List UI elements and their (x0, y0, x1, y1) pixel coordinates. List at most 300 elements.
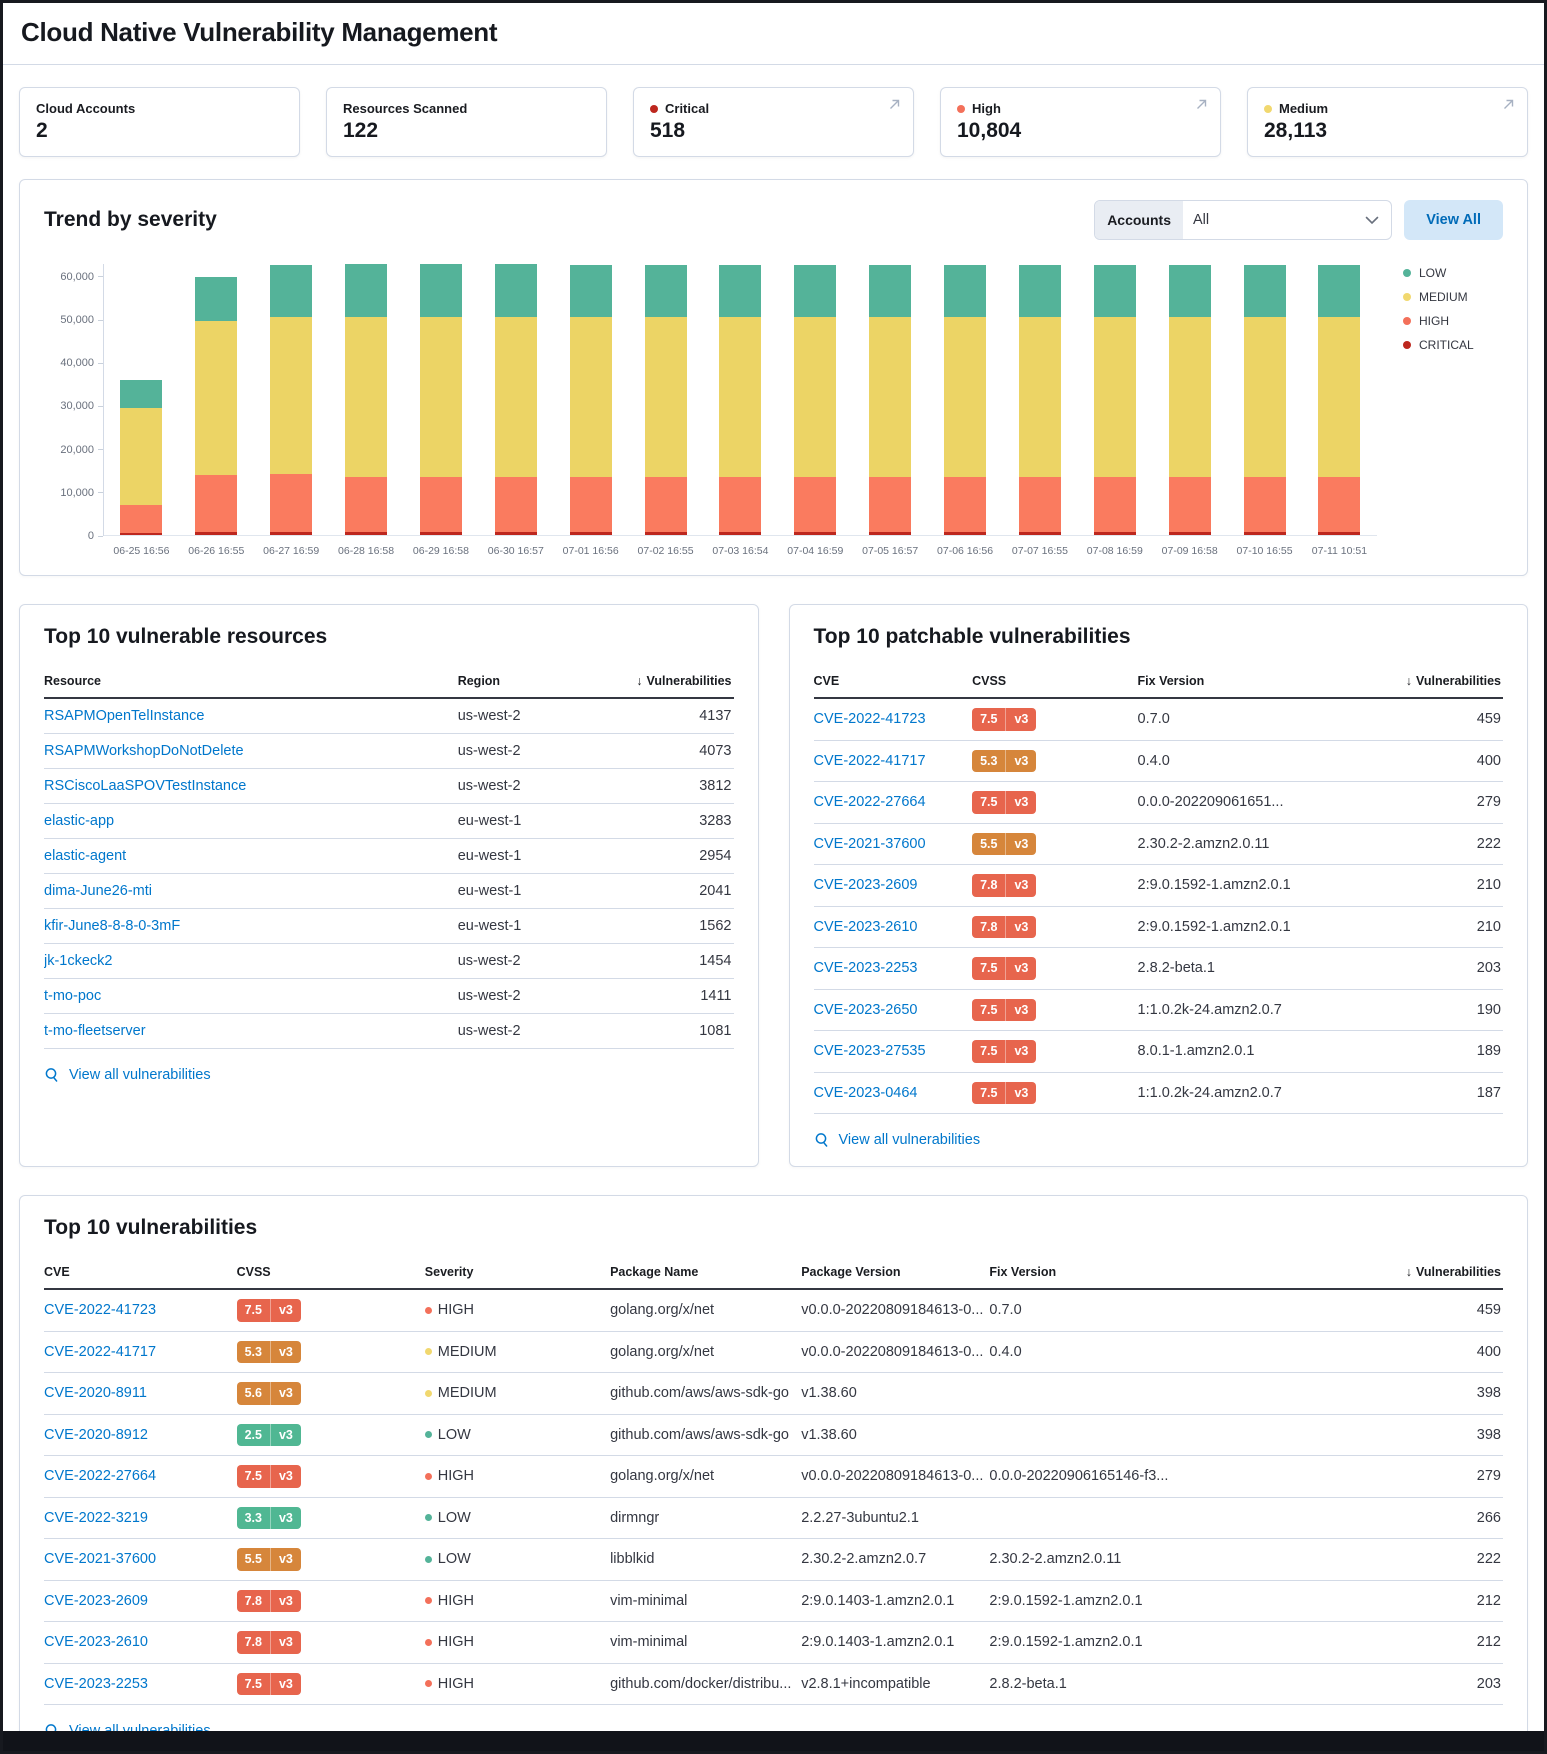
stat-card-value: 2 (36, 119, 48, 142)
resource-cell (44, 769, 458, 804)
table-row (44, 909, 734, 944)
view-all-button[interactable]: View All (1404, 200, 1503, 240)
y-tick-label: 60,000 (60, 270, 94, 283)
vulnerabilities-count-cell: 222 (1318, 1539, 1503, 1581)
bar-segment-critical (719, 532, 761, 535)
stat-card-value: 122 (343, 119, 379, 142)
low-dot-icon (425, 1556, 432, 1563)
vulnerabilities-count-cell: 266 (1318, 1497, 1503, 1539)
cvss-version: v3 (1005, 791, 1036, 814)
cvss-badge[interactable] (972, 957, 1036, 980)
cve-link[interactable]: CVE-2022-41717 (44, 1343, 157, 1360)
view-all-vulnerabilities-link[interactable] (44, 1067, 734, 1083)
cvss-cell (972, 1072, 1137, 1114)
cvss-badge[interactable] (972, 708, 1036, 731)
bar-segment-high (1169, 477, 1211, 532)
bar-segment-medium (645, 317, 687, 477)
cvss-cell (972, 782, 1137, 824)
cve-link[interactable]: CVE-2023-27535 (813, 1043, 926, 1060)
severity-label: HIGH (437, 1302, 475, 1319)
high-dot-icon (957, 105, 965, 113)
cvss-badge[interactable] (237, 1299, 301, 1322)
stat-card-label (650, 101, 897, 116)
bar-segment-critical (1169, 532, 1211, 535)
cvss-badge[interactable] (237, 1382, 301, 1405)
cve-cell (44, 1414, 237, 1456)
vulnerabilities-count-cell: 3283 (602, 804, 733, 839)
bar-segment-medium (1318, 317, 1360, 477)
cvss-cell (972, 823, 1137, 865)
bar-segment-medium (1094, 317, 1136, 477)
cvss-version: v3 (270, 1382, 301, 1405)
bar-segment-medium (1244, 317, 1286, 477)
cve-cell (44, 1580, 237, 1622)
cvss-cell (237, 1289, 425, 1331)
table-row (44, 734, 734, 769)
package-name-cell: github.com/aws/aws-sdk-go (610, 1414, 801, 1456)
col-header-vulnerabilities[interactable]: ↓ Vulnerabilities (1318, 1256, 1503, 1289)
cvss-version: v3 (270, 1631, 301, 1654)
cvss-badge[interactable] (972, 750, 1036, 773)
y-tick-mark (98, 492, 103, 493)
legend-item-critical[interactable] (1403, 338, 1503, 352)
cve-link[interactable]: CVE-2023-2609 (44, 1592, 148, 1609)
col-header-vulnerabilities[interactable]: ↓ Vulnerabilities (602, 665, 733, 698)
bar-segment-medium (794, 317, 836, 477)
bar-segment-high (794, 477, 836, 532)
cvss-cell (237, 1539, 425, 1581)
stacked-bar (645, 265, 687, 535)
package-name-cell: github.com/aws/aws-sdk-go (610, 1373, 801, 1415)
medium-dot-icon (1264, 105, 1272, 113)
expand-arrow-icon[interactable] (1501, 97, 1516, 117)
y-axis-tick (60, 357, 103, 369)
stat-cards-row (3, 65, 1544, 179)
legend-label: HIGH (1419, 314, 1449, 328)
cve-cell (814, 989, 973, 1031)
stat-card-critical[interactable] (633, 87, 914, 157)
bar-slot (478, 264, 553, 535)
stat-card-value: 10,804 (957, 119, 1022, 142)
table-row (44, 1014, 734, 1049)
bar-segment-critical (570, 532, 612, 535)
resource-link[interactable]: t-mo-fleetserver (44, 1023, 146, 1039)
vulnerabilities-count-cell: 222 (1365, 823, 1503, 865)
patchable-table (814, 665, 1504, 1114)
cvss-badge[interactable] (237, 1465, 301, 1488)
cvss-score: 7.8 (980, 878, 998, 892)
severity-indicator (425, 1676, 602, 1692)
resource-link[interactable]: kfir-June8-8-8-0-3mF (44, 918, 181, 934)
bar-segment-low (869, 265, 911, 318)
resource-link[interactable]: RSAPMWorkshopDoNotDelete (44, 743, 244, 759)
cve-link[interactable]: CVE-2021-37600 (44, 1551, 157, 1568)
expand-arrow-icon[interactable] (887, 97, 902, 117)
low-dot-icon (1403, 269, 1411, 277)
cvss-badge[interactable] (237, 1673, 301, 1696)
bar-segment-high (420, 477, 462, 533)
expand-arrow-icon[interactable] (1194, 97, 1209, 117)
stacked-bar (719, 265, 761, 535)
cvss-badge[interactable] (237, 1341, 301, 1364)
table-row (44, 769, 734, 804)
col-header-vulnerabilities[interactable]: ↓ Vulnerabilities (1365, 665, 1503, 698)
cvss-badge[interactable] (237, 1631, 301, 1654)
cve-cell (814, 948, 973, 990)
y-tick-mark (98, 406, 103, 407)
y-axis-tick (60, 271, 103, 283)
cve-link[interactable]: CVE-2022-41723 (44, 1302, 157, 1319)
stat-card-high[interactable] (940, 87, 1221, 157)
cve-link[interactable]: CVE-2022-27664 (44, 1468, 157, 1485)
stacked-bar (869, 265, 911, 535)
cvss-cell (237, 1497, 425, 1539)
vulnerabilities-count-cell: 398 (1318, 1373, 1503, 1415)
cvss-score: 7.8 (244, 1593, 262, 1608)
critical-dot-icon (1403, 341, 1411, 349)
fix-version-cell: 1:1.0.2k-24.amzn2.0.7 (1138, 1072, 1366, 1114)
severity-label: MEDIUM (437, 1343, 497, 1360)
cve-cell (814, 1072, 973, 1114)
cvss-version: v3 (1005, 1040, 1036, 1063)
bar-segment-critical (420, 532, 462, 535)
vulnerabilities-count-cell: 4073 (602, 734, 733, 769)
resource-link[interactable]: RSCiscoLaaSPOVTestInstance (44, 778, 247, 794)
stacked-bar (270, 265, 312, 535)
x-tick-label: 06-26 16:55 (188, 545, 245, 557)
resource-link[interactable]: elastic-agent (44, 848, 127, 864)
vulnerabilities-count-cell: 1562 (602, 909, 733, 944)
high-dot-icon (425, 1307, 432, 1314)
severity-cell (425, 1414, 610, 1456)
severity-label: LOW (437, 1426, 471, 1443)
package-version-cell: v0.0.0-20220809184613-0... (801, 1456, 989, 1498)
cvss-version: v3 (1005, 957, 1036, 980)
cvss-score: 5.6 (244, 1386, 262, 1400)
cvss-score: 7.8 (980, 919, 998, 934)
cvss-version: v3 (1005, 833, 1036, 856)
stacked-bar (794, 265, 836, 535)
tables-row (19, 604, 1528, 1167)
cvss-badge[interactable] (972, 999, 1036, 1022)
package-version-cell: 2:9.0.1403-1.amzn2.0.1 (801, 1580, 989, 1622)
accounts-select[interactable] (1094, 200, 1392, 240)
cvss-badge[interactable] (972, 916, 1036, 939)
bar-segment-low (719, 265, 761, 318)
severity-cell (425, 1289, 610, 1331)
cvss-cell (972, 1031, 1137, 1073)
x-tick-label: 06-25 16:56 (113, 545, 170, 557)
view-all-vulnerabilities-label: View all vulnerabilities (69, 1067, 211, 1083)
stat-card-label (957, 101, 1204, 116)
vulnerabilities-count-cell: 2954 (602, 839, 733, 874)
cve-link[interactable]: CVE-2023-2253 (813, 960, 918, 977)
cvss-score: 7.5 (244, 1469, 262, 1483)
vulnerabilities-count-cell: 400 (1365, 740, 1503, 782)
severity-cell (425, 1580, 610, 1622)
fix-version-cell: 0.7.0 (989, 1289, 1317, 1331)
low-dot-icon (425, 1514, 432, 1521)
cvss-score: 7.5 (244, 1303, 262, 1317)
cvss-badge[interactable] (237, 1590, 301, 1613)
cvss-badge[interactable] (237, 1424, 301, 1447)
stat-card-label-text: Critical (665, 101, 710, 116)
trend-plot (104, 264, 1377, 536)
trend-header (44, 200, 1503, 240)
vulnerabilities-count-cell: 1454 (602, 944, 733, 979)
medium-dot-icon (425, 1390, 432, 1397)
cvss-badge[interactable] (972, 874, 1036, 897)
fix-version-cell: 2:9.0.1592-1.amzn2.0.1 (989, 1622, 1317, 1664)
resource-cell (44, 874, 458, 909)
bar-segment-high (570, 477, 612, 532)
cve-link[interactable]: CVE-2022-3219 (44, 1509, 148, 1526)
fix-version-cell: 1:1.0.2k-24.amzn2.0.7 (1138, 989, 1366, 1031)
severity-label: HIGH (437, 1634, 475, 1651)
view-all-vulnerabilities-link[interactable] (814, 1132, 1504, 1148)
chart-x-axis (104, 545, 1377, 557)
severity-label: HIGH (437, 1675, 475, 1692)
severity-cell (425, 1622, 610, 1664)
cvss-badge[interactable] (972, 833, 1036, 856)
bar-segment-medium (345, 317, 387, 477)
sort-desc-icon: ↓ (636, 674, 643, 688)
bar-segment-low (1244, 265, 1286, 318)
stacked-bar (1169, 265, 1211, 535)
bar-segment-low (1169, 265, 1211, 318)
vulnerabilities-count-cell: 187 (1365, 1072, 1503, 1114)
resource-link[interactable]: RSAPMOpenTelInstance (44, 708, 205, 724)
bar-segment-high (270, 474, 312, 532)
stat-card-medium[interactable] (1247, 87, 1528, 157)
cvss-badge[interactable] (972, 1040, 1036, 1063)
bar-segment-critical (1318, 532, 1360, 535)
vulnerabilities-count-cell: 203 (1365, 948, 1503, 990)
cvss-badge[interactable] (237, 1507, 301, 1530)
cve-link[interactable]: CVE-2021-37600 (813, 835, 926, 852)
cve-cell (814, 740, 973, 782)
top-patchable-vulnerabilities-panel (789, 604, 1529, 1167)
bar-segment-low (794, 265, 836, 318)
bar-slot (404, 264, 479, 535)
cvss-version: v3 (1005, 750, 1036, 773)
cve-link[interactable]: CVE-2022-41723 (813, 711, 926, 728)
x-tick-label: 07-11 10:51 (1311, 545, 1368, 557)
severity-indicator (425, 1302, 602, 1318)
y-tick-mark (98, 363, 103, 364)
table-row (44, 1580, 1503, 1622)
cve-link[interactable]: CVE-2023-2610 (44, 1634, 148, 1651)
bar-segment-critical (120, 533, 162, 535)
cve-link[interactable]: CVE-2020-8912 (44, 1426, 148, 1443)
cve-cell (814, 1031, 973, 1073)
trend-title: Trend by severity (44, 208, 217, 231)
legend-item-medium[interactable] (1403, 290, 1503, 304)
severity-indicator (425, 1510, 602, 1526)
vulnerabilities-count-cell: 190 (1365, 989, 1503, 1031)
stacked-bar (420, 264, 462, 535)
col-header-fix-version: Fix Version (989, 1256, 1317, 1289)
cve-cell (814, 906, 973, 948)
bar-segment-low (1019, 265, 1061, 318)
chart-y-axis (44, 264, 104, 542)
fix-version-cell: 0.0.0-20220906165146-f3... (989, 1456, 1317, 1498)
bar-segment-low (120, 380, 162, 408)
col-header-fix-version: Fix Version (1138, 665, 1366, 698)
package-version-cell: 2:9.0.1403-1.amzn2.0.1 (801, 1622, 989, 1664)
legend-item-low[interactable] (1403, 266, 1503, 280)
cvss-badge[interactable] (972, 791, 1036, 814)
page-title: Cloud Native Vulnerability Management (21, 17, 498, 47)
vulnerabilities-count-cell: 210 (1365, 906, 1503, 948)
cvss-badge[interactable] (972, 1082, 1036, 1105)
bar-segment-high (645, 477, 687, 532)
legend-label: CRITICAL (1419, 338, 1474, 352)
stacked-bar (195, 277, 237, 535)
bar-segment-high (1318, 477, 1360, 532)
cve-link[interactable]: CVE-2022-41717 (813, 752, 926, 769)
bar-segment-high (1019, 477, 1061, 532)
vulnerabilities-count-cell: 3812 (602, 769, 733, 804)
severity-cell (425, 1497, 610, 1539)
region-cell: us-west-2 (458, 979, 603, 1014)
bar-segment-high (195, 475, 237, 532)
accounts-select-label: Accounts (1095, 201, 1183, 239)
vulnerabilities-count-cell: 4137 (602, 698, 733, 734)
table-row (44, 804, 734, 839)
package-version-cell: 2.2.27-3ubuntu2.1 (801, 1497, 989, 1539)
bar-segment-medium (270, 317, 312, 474)
severity-indicator (425, 1593, 602, 1609)
stat-card-label-text: High (972, 101, 1001, 116)
magnifier-icon (814, 1132, 830, 1148)
stat-card-label-text: Medium (1279, 101, 1329, 116)
table-row (814, 948, 1504, 990)
resource-link[interactable]: elastic-app (44, 813, 115, 829)
vulnerabilities-count-cell: 459 (1365, 698, 1503, 740)
cvss-version: v3 (270, 1673, 301, 1696)
bar-slot (329, 264, 404, 535)
table-row (44, 1622, 1503, 1664)
stat-card-label (1264, 101, 1511, 116)
cve-link[interactable]: CVE-2023-2609 (813, 877, 918, 894)
bar-segment-high (120, 505, 162, 533)
package-version-cell: v1.38.60 (801, 1373, 989, 1415)
x-tick-label: 07-09 16:58 (1161, 545, 1218, 557)
bar-slot (703, 264, 778, 535)
cve-cell (814, 865, 973, 907)
cve-link[interactable]: CVE-2020-8911 (44, 1385, 147, 1402)
col-header-cvss: CVSS (972, 665, 1137, 698)
bar-segment-low (570, 265, 612, 318)
bar-segment-low (420, 264, 462, 317)
bar-segment-low (1318, 265, 1360, 318)
y-tick-label: 50,000 (60, 314, 94, 327)
legend-label: LOW (1419, 266, 1447, 280)
cvss-version: v3 (270, 1507, 301, 1530)
bar-segment-critical (645, 532, 687, 535)
severity-cell (425, 1663, 610, 1705)
region-cell: eu-west-1 (458, 804, 603, 839)
bar-segment-high (1094, 477, 1136, 532)
y-tick-label: 30,000 (60, 400, 94, 413)
x-tick-label: 07-10 16:55 (1236, 545, 1293, 557)
severity-cell (425, 1373, 610, 1415)
bar-segment-low (645, 265, 687, 318)
resource-link[interactable]: jk-1ckeck2 (44, 953, 113, 969)
legend-item-high[interactable] (1403, 314, 1503, 328)
col-header-resource: Resource (44, 665, 458, 698)
resource-link[interactable]: t-mo-poc (44, 988, 102, 1004)
cvss-cell (237, 1622, 425, 1664)
cve-link[interactable]: CVE-2022-27664 (813, 794, 926, 811)
cve-cell (44, 1456, 237, 1498)
vulnerabilities-count-cell: 400 (1318, 1331, 1503, 1373)
bar-segment-medium (420, 317, 462, 477)
fix-version-cell: 2.8.2-beta.1 (1138, 948, 1366, 990)
cvss-version: v3 (1005, 708, 1036, 731)
bar-segment-low (345, 264, 387, 317)
table-row (44, 944, 734, 979)
region-cell: us-west-2 (458, 734, 603, 769)
resource-cell (44, 839, 458, 874)
bar-segment-critical (495, 532, 537, 535)
x-tick-label: 07-07 16:55 (1011, 545, 1068, 557)
cve-link[interactable]: CVE-2023-2650 (813, 1001, 918, 1018)
bar-segment-critical (869, 532, 911, 535)
cve-link[interactable]: CVE-2023-2253 (44, 1675, 148, 1692)
bar-segment-high (869, 477, 911, 532)
table-row (44, 874, 734, 909)
cve-cell (44, 1497, 237, 1539)
bar-slot (1003, 264, 1078, 535)
stat-card-label: Resources Scanned (343, 101, 468, 116)
vulns-table (44, 1256, 1503, 1705)
fix-version-cell: 0.4.0 (1138, 740, 1366, 782)
medium-dot-icon (425, 1348, 432, 1355)
table-row (44, 1539, 1503, 1581)
vulnerabilities-count-cell: 1081 (602, 1014, 733, 1049)
bar-segment-critical (345, 532, 387, 535)
magnifier-icon (44, 1067, 60, 1083)
vulnerabilities-count-cell: 1411 (602, 979, 733, 1014)
resource-cell (44, 804, 458, 839)
cvss-badge[interactable] (237, 1548, 301, 1571)
y-tick-label: 10,000 (60, 486, 94, 499)
bar-slot (928, 264, 1003, 535)
cve-link[interactable]: CVE-2023-0464 (813, 1084, 918, 1101)
severity-label: MEDIUM (437, 1385, 497, 1402)
x-tick-label: 07-02 16:55 (637, 545, 694, 557)
package-name-cell: libblkid (610, 1539, 801, 1581)
col-header-region: Region (458, 665, 603, 698)
bar-segment-medium (869, 317, 911, 477)
bar-slot (1227, 264, 1302, 535)
fix-version-cell: 2:9.0.1592-1.amzn2.0.1 (1138, 906, 1366, 948)
cve-link[interactable]: CVE-2023-2610 (813, 918, 918, 935)
region-cell: us-west-2 (458, 1014, 603, 1049)
cvss-cell (237, 1580, 425, 1622)
bar-segment-high (495, 477, 537, 533)
resource-cell (44, 734, 458, 769)
x-tick-label: 06-27 16:59 (263, 545, 320, 557)
resource-link[interactable]: dima-June26-mti (44, 883, 152, 899)
cvss-score: 2.5 (244, 1427, 262, 1442)
y-tick-mark (98, 449, 103, 450)
col-header-cve: CVE (44, 1256, 237, 1289)
low-dot-icon (425, 1431, 432, 1438)
high-dot-icon (425, 1639, 432, 1646)
